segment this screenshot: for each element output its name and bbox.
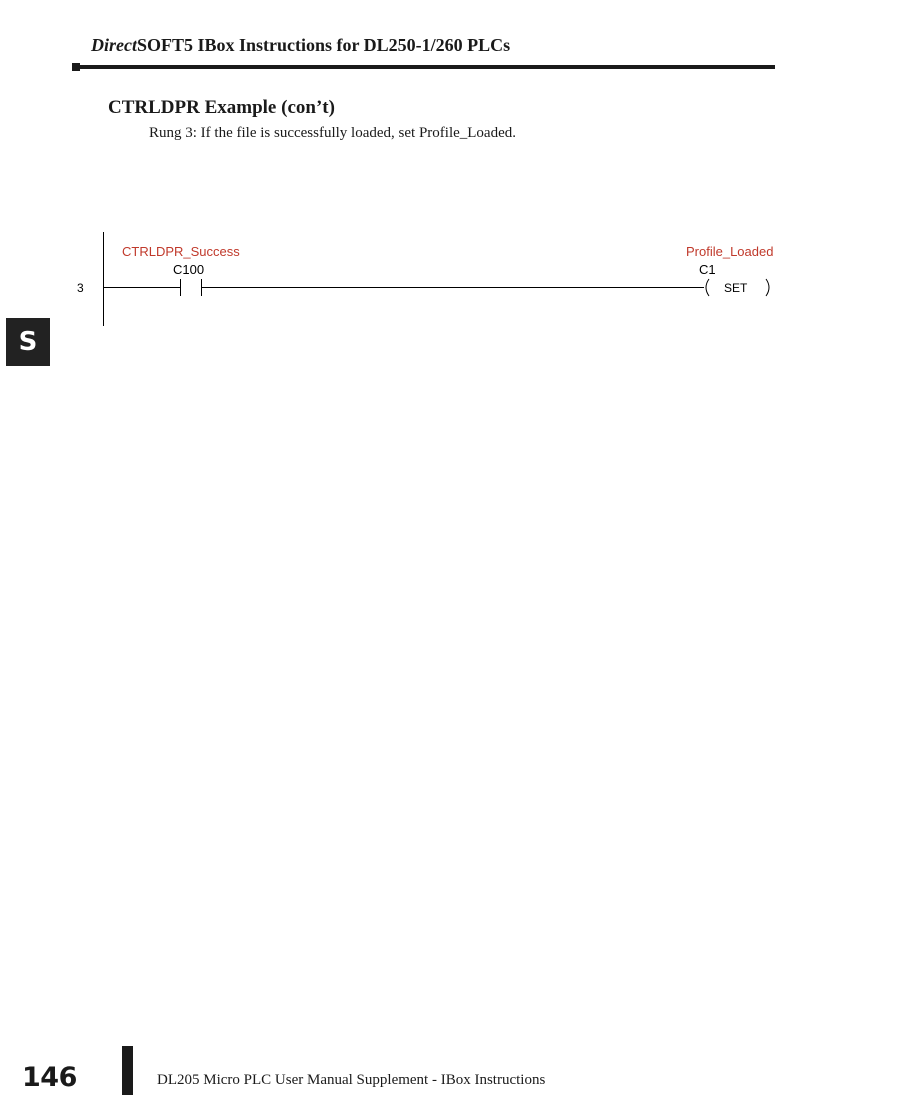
contact-nickname: CTRLDPR_Success bbox=[122, 244, 240, 259]
contact-address: C100 bbox=[173, 262, 205, 277]
coil-instruction: SET bbox=[724, 281, 748, 295]
coil-address: C1 bbox=[699, 262, 716, 277]
section-description: Rung 3: If the file is successfully loaded, set Profile_Loaded. bbox=[149, 125, 516, 141]
contact-c100 bbox=[181, 279, 202, 296]
header-title-rest: SOFT5 IBox Instructions for DL250-1/260 PLCs bbox=[136, 35, 511, 55]
coil-left-paren bbox=[706, 279, 709, 296]
section-tab-s: S bbox=[6, 318, 50, 366]
footer-bar bbox=[122, 1046, 133, 1095]
ladder-diagram bbox=[0, 0, 900, 400]
coil-right-paren bbox=[766, 279, 769, 296]
header-title-brand: Direct bbox=[91, 35, 137, 55]
coil-nickname: Profile_Loaded bbox=[686, 244, 774, 259]
rung-number: 3 bbox=[77, 281, 84, 295]
section-heading: CTRLDPR Example (con’t) bbox=[108, 97, 335, 118]
page-number: 146 bbox=[22, 1062, 77, 1093]
footer-text: DL205 Micro PLC User Manual Supplement - IBox Instructions bbox=[157, 1072, 546, 1088]
